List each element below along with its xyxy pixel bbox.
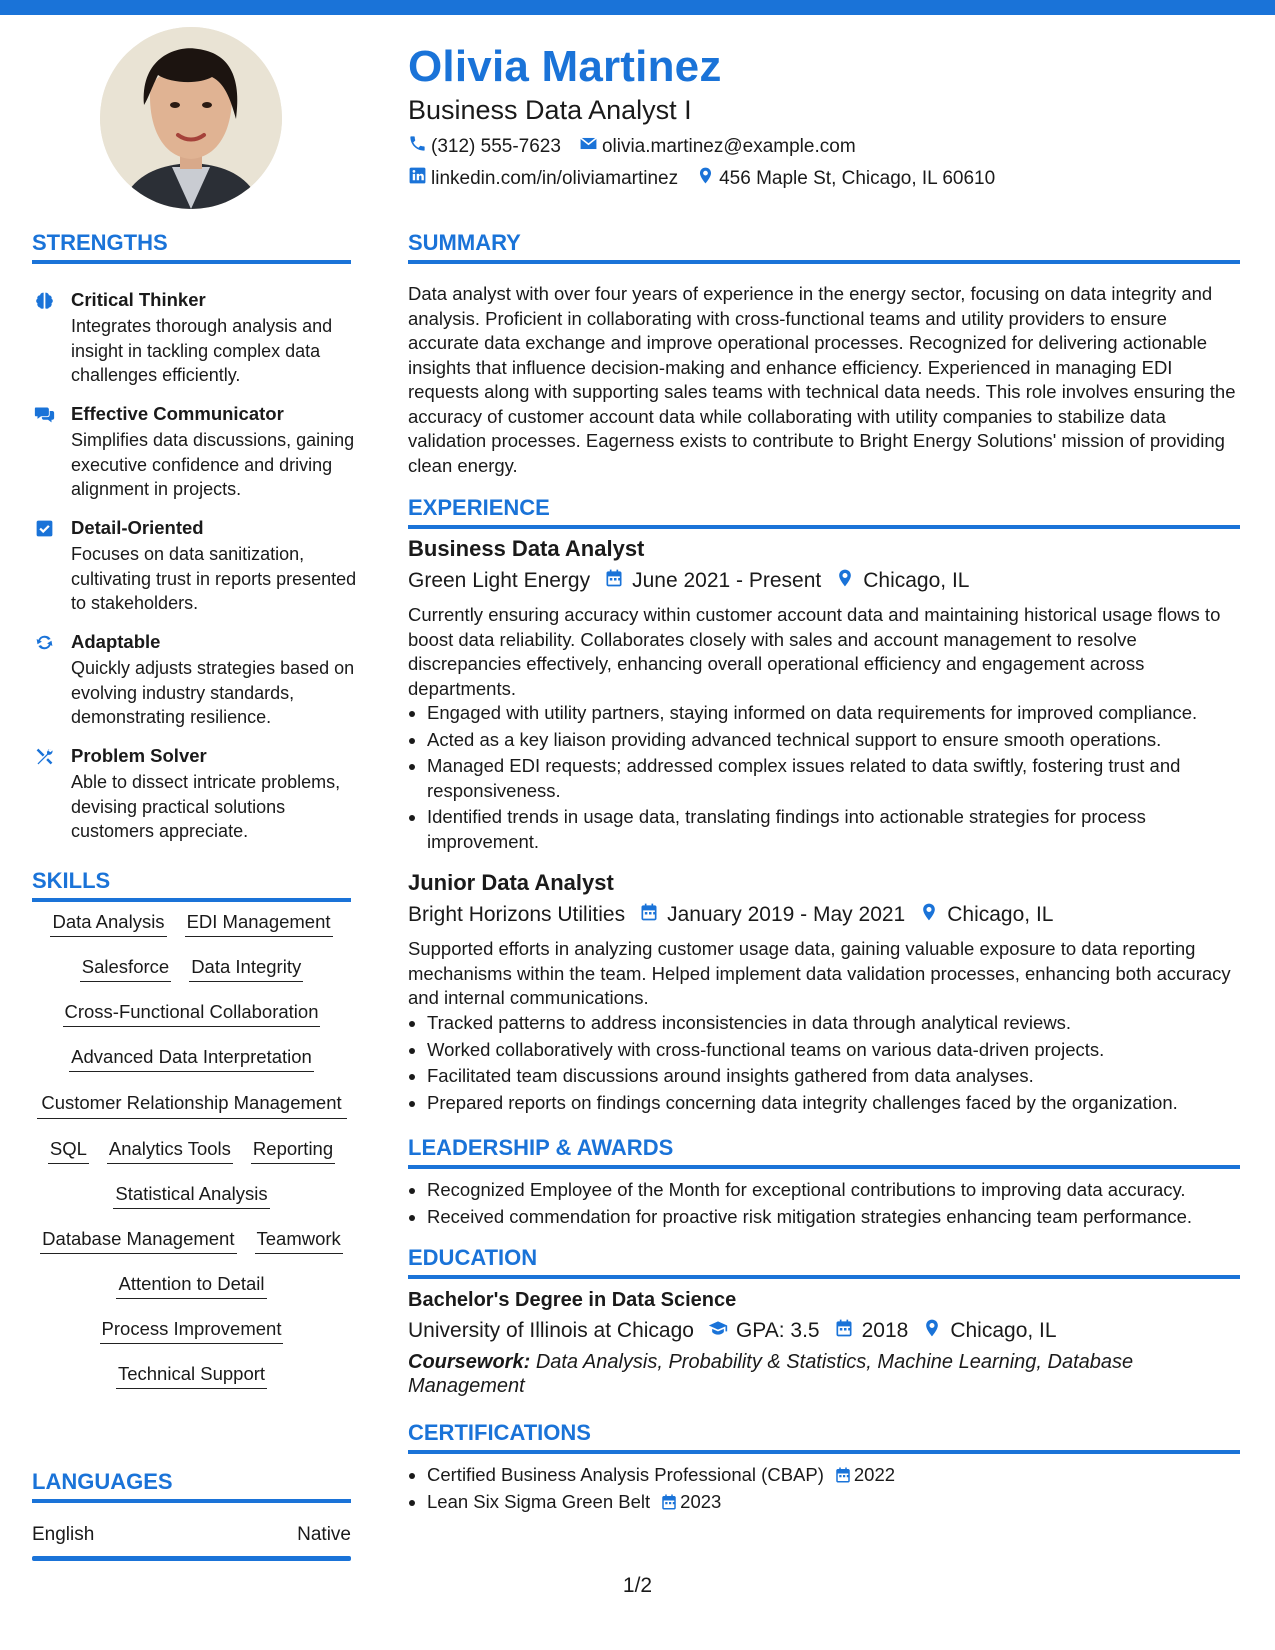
cert-name: Lean Six Sigma Green Belt	[427, 1490, 651, 1512]
certifications-heading: CERTIFICATIONS	[408, 1420, 1240, 1454]
calendar-icon	[824, 1464, 854, 1485]
skill-tag: Cross-Functional Collaboration	[63, 1000, 321, 1027]
strength-item	[32, 630, 362, 730]
strength-title: Effective Communicator	[71, 403, 284, 424]
school-location: Chicago, IL	[950, 1319, 1057, 1342]
linkedin-text: linkedin.com/in/oliviamartinez	[431, 167, 679, 189]
gpa: GPA: 3.5	[735, 1319, 820, 1342]
coursework	[408, 1350, 1240, 1398]
address-text: 456 Maple St, Chicago, IL 60610	[719, 167, 996, 189]
list-item: • Recognized Employee of the Month for exceptional contributions to improving data accuracy.	[427, 1178, 1247, 1203]
skill-tag: Technical Support	[116, 1362, 267, 1389]
tools-icon	[34, 746, 55, 767]
skill-tag: SQL	[48, 1137, 89, 1164]
school-name: University of Illinois at Chicago	[408, 1319, 694, 1342]
cert-name: Certified Business Analysis Professional (CBAP)	[427, 1464, 824, 1485]
strength-desc: Quickly adjusts strategies based on evolving industry standards, demonstrating resilience.	[71, 658, 355, 727]
strength-desc: Simplifies data discussions, gaining executive confidence and driving alignment in projects.	[71, 430, 355, 499]
comments-icon	[34, 404, 55, 425]
skill-tag: Attention to Detail	[116, 1272, 266, 1299]
map-pin-icon	[696, 166, 719, 191]
list-item: • Acted as a key liaison providing advanced technical support to ensure smooth operations.	[427, 728, 1247, 753]
candidate-name: Olivia Martinez	[408, 42, 722, 91]
degree-title: Bachelor's Degree in Data Science	[408, 1289, 737, 1311]
strength-desc: Integrates thorough analysis and insight in tackling complex data challenges efficiently.	[71, 316, 333, 385]
phone-icon	[408, 134, 431, 159]
experience-heading: EXPERIENCE	[408, 495, 1240, 529]
coursework-label: Coursework:	[408, 1351, 531, 1373]
skill-tag: Data Analysis	[50, 910, 166, 937]
strength-item	[32, 402, 362, 502]
refresh-icon	[34, 632, 55, 653]
top-accent-bar	[0, 0, 1275, 15]
language-level-bar	[32, 1556, 351, 1561]
email-text: olivia.martinez@example.com	[601, 135, 856, 157]
envelope-icon	[579, 134, 602, 159]
calendar-icon	[604, 568, 632, 594]
checkbox-icon	[34, 518, 55, 539]
job-title: Business Data Analyst	[408, 536, 645, 561]
job-location: Chicago, IL	[947, 903, 1054, 926]
list-item: • Tracked patterns to address inconsistencies in data through analytical reviews.	[427, 1011, 1247, 1036]
map-pin-icon	[835, 568, 863, 594]
list-item: • Prepared reports on findings concerning data integrity challenges faced by the organization.	[427, 1091, 1247, 1116]
candidate-role: Business Data Analyst I	[408, 95, 692, 125]
job-company: Green Light Energy	[408, 569, 591, 592]
certifications-list	[408, 1463, 1247, 1516]
strength-title: Detail-Oriented	[71, 517, 204, 538]
language-name: English	[32, 1524, 95, 1545]
list-item	[427, 1490, 1247, 1515]
language-row	[32, 1524, 351, 1546]
strength-title: Critical Thinker	[71, 289, 206, 310]
list-item	[427, 1463, 1247, 1488]
list-item: • Received commendation for proactive risk mitigation strategies enhancing team performance.	[427, 1205, 1247, 1230]
job-description: Currently ensuring accuracy within customer account data and maintaining historical usage flows to boost data reliability. Collaborates closely with sales and account management to resolve discrepancies effectively, enhancing overall operational efficiency and engagement across departments.	[408, 604, 1221, 699]
strength-desc: Focuses on data sanitization, cultivating trust in reports presented to stakeholders.	[71, 544, 357, 613]
leadership-heading: LEADERSHIP & AWARDS	[408, 1135, 1240, 1169]
graduation-cap-icon	[708, 1318, 736, 1344]
job-bullets	[408, 701, 1247, 856]
education-heading: EDUCATION	[408, 1245, 1240, 1279]
job-location: Chicago, IL	[863, 569, 970, 592]
skill-tag: Database Management	[40, 1227, 236, 1254]
calendar-icon	[650, 1491, 680, 1512]
strength-item	[32, 744, 362, 844]
list-item: • Worked collaboratively with cross-functional teams on various data-driven projects.	[427, 1038, 1247, 1063]
linkedin-icon	[408, 166, 431, 191]
contact-row-1	[408, 134, 874, 159]
job-company: Bright Horizons Utilities	[408, 903, 626, 926]
phone-item[interactable]	[408, 134, 561, 159]
page-number: 1/2	[622, 1574, 653, 1597]
cert-year: 2022	[853, 1464, 896, 1485]
skill-tag: Process Improvement	[100, 1317, 284, 1344]
education-meta	[408, 1318, 1071, 1344]
strength-title: Problem Solver	[71, 745, 207, 766]
leadership-list	[408, 1178, 1247, 1231]
job-dates: June 2021 - Present	[632, 569, 822, 592]
languages-heading: LANGUAGES	[32, 1469, 351, 1503]
skill-tag: Customer Relationship Management	[37, 1090, 347, 1119]
list-item: • Facilitated team discussions around insights gathered from data analyses.	[427, 1064, 1247, 1089]
skill-tag: Data Integrity	[189, 955, 303, 982]
brain-icon	[34, 290, 55, 311]
coursework-text: Data Analysis, Probability & Statistics, Machine Learning, Database Management	[408, 1351, 1134, 1397]
skill-tag: Advanced Data Interpretation	[69, 1045, 314, 1072]
language-level: Native	[297, 1524, 351, 1545]
job-description: Supported efforts in analyzing customer usage data, gaining valuable exposure to data reporting mechanisms within the team. Helped implement data validation processes, enhancing both accuracy and internal communications.	[408, 938, 1231, 1008]
skill-tag: Analytics Tools	[107, 1137, 233, 1164]
summary-heading: SUMMARY	[408, 230, 1240, 264]
skill-tag: EDI Management	[185, 910, 333, 937]
strengths-heading: STRENGTHS	[32, 230, 351, 264]
strength-item	[32, 288, 362, 388]
list-item: • Identified trends in usage data, translating findings into actionable strategies for process improvement.	[427, 805, 1247, 854]
list-item: • Managed EDI requests; addressed complex issues related to data swiftly, fostering trust and responsiveness.	[427, 754, 1247, 803]
strength-desc: Able to dissect intricate problems, devising practical solutions customers appreciate.	[71, 772, 341, 841]
skill-tag: Reporting	[251, 1137, 335, 1164]
list-item: • Engaged with utility partners, staying informed on data requirements for improved compliance.	[427, 701, 1247, 726]
cert-year: 2023	[680, 1490, 722, 1512]
skill-tag: Salesforce	[80, 955, 171, 982]
skills-list	[32, 910, 351, 1407]
skill-tag: Teamwork	[255, 1227, 343, 1254]
skill-tag: Statistical Analysis	[113, 1182, 269, 1209]
linkedin-item[interactable]	[408, 166, 678, 191]
calendar-icon	[834, 1318, 862, 1344]
email-item[interactable]	[579, 134, 856, 159]
strength-item	[32, 516, 362, 616]
job-meta	[408, 902, 1067, 928]
map-pin-icon	[922, 1318, 950, 1344]
calendar-icon	[639, 902, 667, 928]
job-title: Junior Data Analyst	[408, 870, 614, 895]
strength-title: Adaptable	[71, 631, 161, 652]
job-meta	[408, 568, 983, 594]
address-item	[696, 166, 995, 191]
job-dates: January 2019 - May 2021	[667, 903, 906, 926]
summary-text: Data analyst with over four years of experience in the energy sector, focusing on data integrity and analysis. Proficient in collaborating with cross-functional teams and utility providers to ensure accurate data exchange and improve operational processes. Recognized for delivering actionable insights that influence decision-making and enhance efficiency. Experienced in managing EDI requests along with supporting sales teams with technical data needs. This role involves ensuring the accuracy of customer account data while collaborating with utility companies to stabilize data validation processes. Eagerness exists to contribute to Bright Energy Solutions' mission of providing clean energy.	[408, 283, 1236, 476]
skills-heading: SKILLS	[32, 868, 351, 902]
phone-text: (312) 555-7623	[431, 135, 561, 157]
job-bullets	[408, 1011, 1247, 1117]
profile-photo	[100, 27, 282, 209]
map-pin-icon	[919, 902, 947, 928]
contact-row-2	[408, 166, 1013, 191]
grad-year: 2018	[861, 1319, 909, 1342]
